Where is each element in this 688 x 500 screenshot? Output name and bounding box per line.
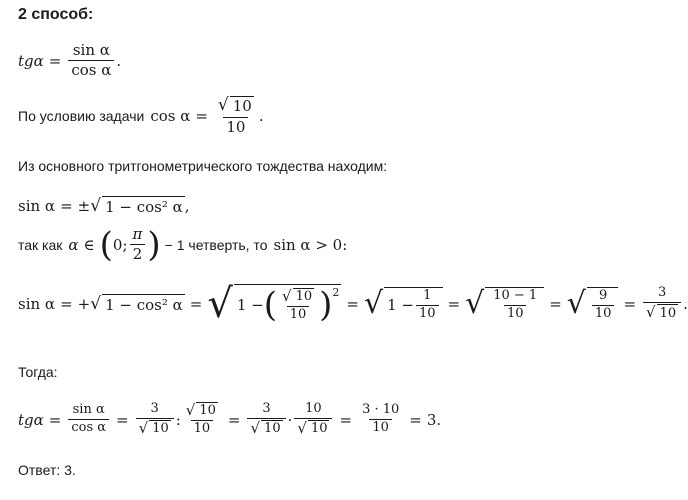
sqrt-nine-tenths: √ $\frac{9}{10}$ [567, 287, 619, 322]
sqrt-sign: √ 10 [138, 418, 169, 437]
equals-sign: = [195, 106, 208, 125]
equals-sign: = [339, 410, 353, 429]
quadrant-text: − 1 четверть, то [164, 236, 268, 253]
period: . [258, 106, 264, 125]
fraction-numerator: π [132, 225, 143, 243]
sqrt-sign: √ 10 [250, 418, 281, 437]
fraction-denominator: cos α [68, 60, 114, 79]
equals-sign: = [60, 197, 73, 215]
ten-over-sqrt10-fraction [294, 402, 332, 437]
element-of-sign: ∈ [83, 235, 95, 254]
right-paren: ) [319, 285, 333, 325]
multiply-dot: · [287, 410, 293, 429]
tg-symbol: tgα [18, 410, 44, 429]
fraction-numerator: 10 − 1 [493, 287, 538, 303]
radicand: 1 − cos² α [102, 294, 185, 314]
radicand: 10 [230, 96, 254, 116]
fraction-numerator: 3 · 10 [362, 402, 400, 418]
fraction-denominator: 10 [287, 306, 310, 323]
quadrant-line [18, 226, 347, 264]
condition-line [18, 96, 264, 136]
fraction-denominator: 10 [369, 419, 392, 436]
sqrt-sign: √ 1 − cos² α [90, 196, 183, 216]
identity-text: Из основного тритгонометрического тождества находим: [18, 158, 388, 174]
period: . [116, 51, 122, 70]
tangent-computation-line [18, 402, 441, 437]
ten-minus-one-over-ten-fraction [490, 289, 540, 322]
equals-sign: = [48, 410, 62, 429]
fraction-numerator: 1 [423, 287, 432, 303]
condition-text: По условию задачи [18, 107, 145, 124]
sin-alpha: sin α [18, 197, 56, 215]
comma: , [184, 197, 190, 215]
tangent-definition [18, 42, 121, 80]
three-times-ten-over-ten-fraction [359, 403, 402, 436]
method-title: 2 способ: [18, 6, 94, 23]
result-value: 3 [426, 410, 437, 429]
one-minus: 1 − [236, 296, 264, 314]
fraction-denominator: 2 [130, 244, 146, 263]
fraction-denominator: 10 [504, 305, 527, 322]
equals-sign: = [60, 295, 73, 313]
fraction-numerator: sin α [72, 402, 105, 418]
sqrt-sign: √ 10 [297, 418, 328, 437]
pi-over-2-fraction [130, 226, 146, 264]
equals-sign: = [189, 295, 203, 313]
square-exponent: 2 [332, 286, 340, 299]
interval-start: 0; [112, 235, 128, 254]
fraction-numerator: 9 [599, 287, 608, 303]
sin-plus-minus-line [18, 196, 190, 216]
alpha-symbol: α [68, 235, 79, 254]
since-text: так как [18, 236, 63, 253]
radicand: 10 [308, 420, 330, 437]
equals-sign: = [116, 410, 129, 429]
nine-over-ten-fraction [592, 289, 615, 322]
period: . [683, 295, 688, 313]
radicand: 1 − cos² α [102, 196, 185, 216]
fraction-numerator: 3 [150, 401, 159, 416]
big-sqrt: √ 1 − ( √ 10 10 ) $^2$ [207, 281, 340, 327]
sin-alpha: sin α [18, 295, 56, 313]
sqrt10-over-10-fraction [183, 402, 221, 437]
equals-sign: = [346, 295, 359, 313]
sin-positive-condition: sin α > 0: [273, 235, 348, 254]
sin-computation-line [18, 281, 688, 327]
three-over-sqrt10-fraction [247, 402, 285, 437]
fraction-denominator: 10 [223, 117, 248, 136]
radicand: 10 [657, 304, 679, 321]
fraction-numerator: 3 [657, 285, 667, 301]
fraction-numerator: 10 [305, 401, 322, 416]
cos-alpha: cos α [150, 106, 191, 125]
sqrt10-over-10-fraction [279, 288, 317, 323]
radicand: 10 [261, 420, 283, 437]
radicand: 10 [149, 420, 171, 437]
colon-sign: : [175, 410, 181, 429]
sqrt-sign: √ 10 [185, 401, 216, 419]
fraction-denominator: 10 [191, 420, 214, 437]
equals-sign: = [623, 295, 637, 313]
right-paren: ) [147, 224, 161, 265]
sin-over-cos-fraction [68, 42, 114, 80]
fraction-numerator: sin α [72, 41, 110, 59]
three-over-sqrt10-fraction [643, 286, 681, 321]
plus-sign: + [77, 295, 91, 313]
sqrt-sign: √ 10 [646, 303, 677, 322]
fraction-denominator: cos α [68, 419, 109, 436]
sqrt-sign: √ 10 [282, 286, 313, 305]
sqrt-ten-minus-one: √ $\frac{10 - 1}{10}$ [465, 287, 544, 322]
fraction-denominator: 10 [416, 305, 439, 322]
one-minus: 1 − [387, 296, 414, 314]
one-over-ten-fraction [416, 289, 439, 322]
left-paren: ( [99, 224, 113, 265]
equals-sign: = [447, 295, 461, 313]
equals-sign: = [409, 410, 422, 429]
left-paren: ( [263, 285, 277, 325]
answer-text: Ответ: 3. [18, 462, 76, 478]
three-over-sqrt10-fraction [136, 402, 174, 437]
period: . [436, 410, 442, 429]
equals-sign: = [549, 295, 562, 313]
sqrt10-over-10-fraction [215, 96, 257, 136]
sqrt-sign: √ 1 − cos² α [90, 294, 183, 314]
radicand: 10 [196, 402, 218, 419]
then-label: Тогда: [18, 364, 58, 380]
radicand: 10 [293, 288, 315, 305]
equals-sign: = [227, 410, 241, 429]
plus-minus-sign: ± [77, 197, 91, 215]
tg-symbol: tgα [18, 51, 44, 70]
sqrt-one-minus-tenth: √ 1 − $\frac{1}{10}$ [364, 287, 443, 322]
equals-sign: = [48, 51, 62, 70]
sqrt-sign: √ 10 [217, 95, 252, 116]
sin-over-cos-fraction [68, 403, 109, 436]
fraction-numerator: 3 [262, 401, 271, 416]
fraction-denominator: 10 [592, 305, 615, 322]
